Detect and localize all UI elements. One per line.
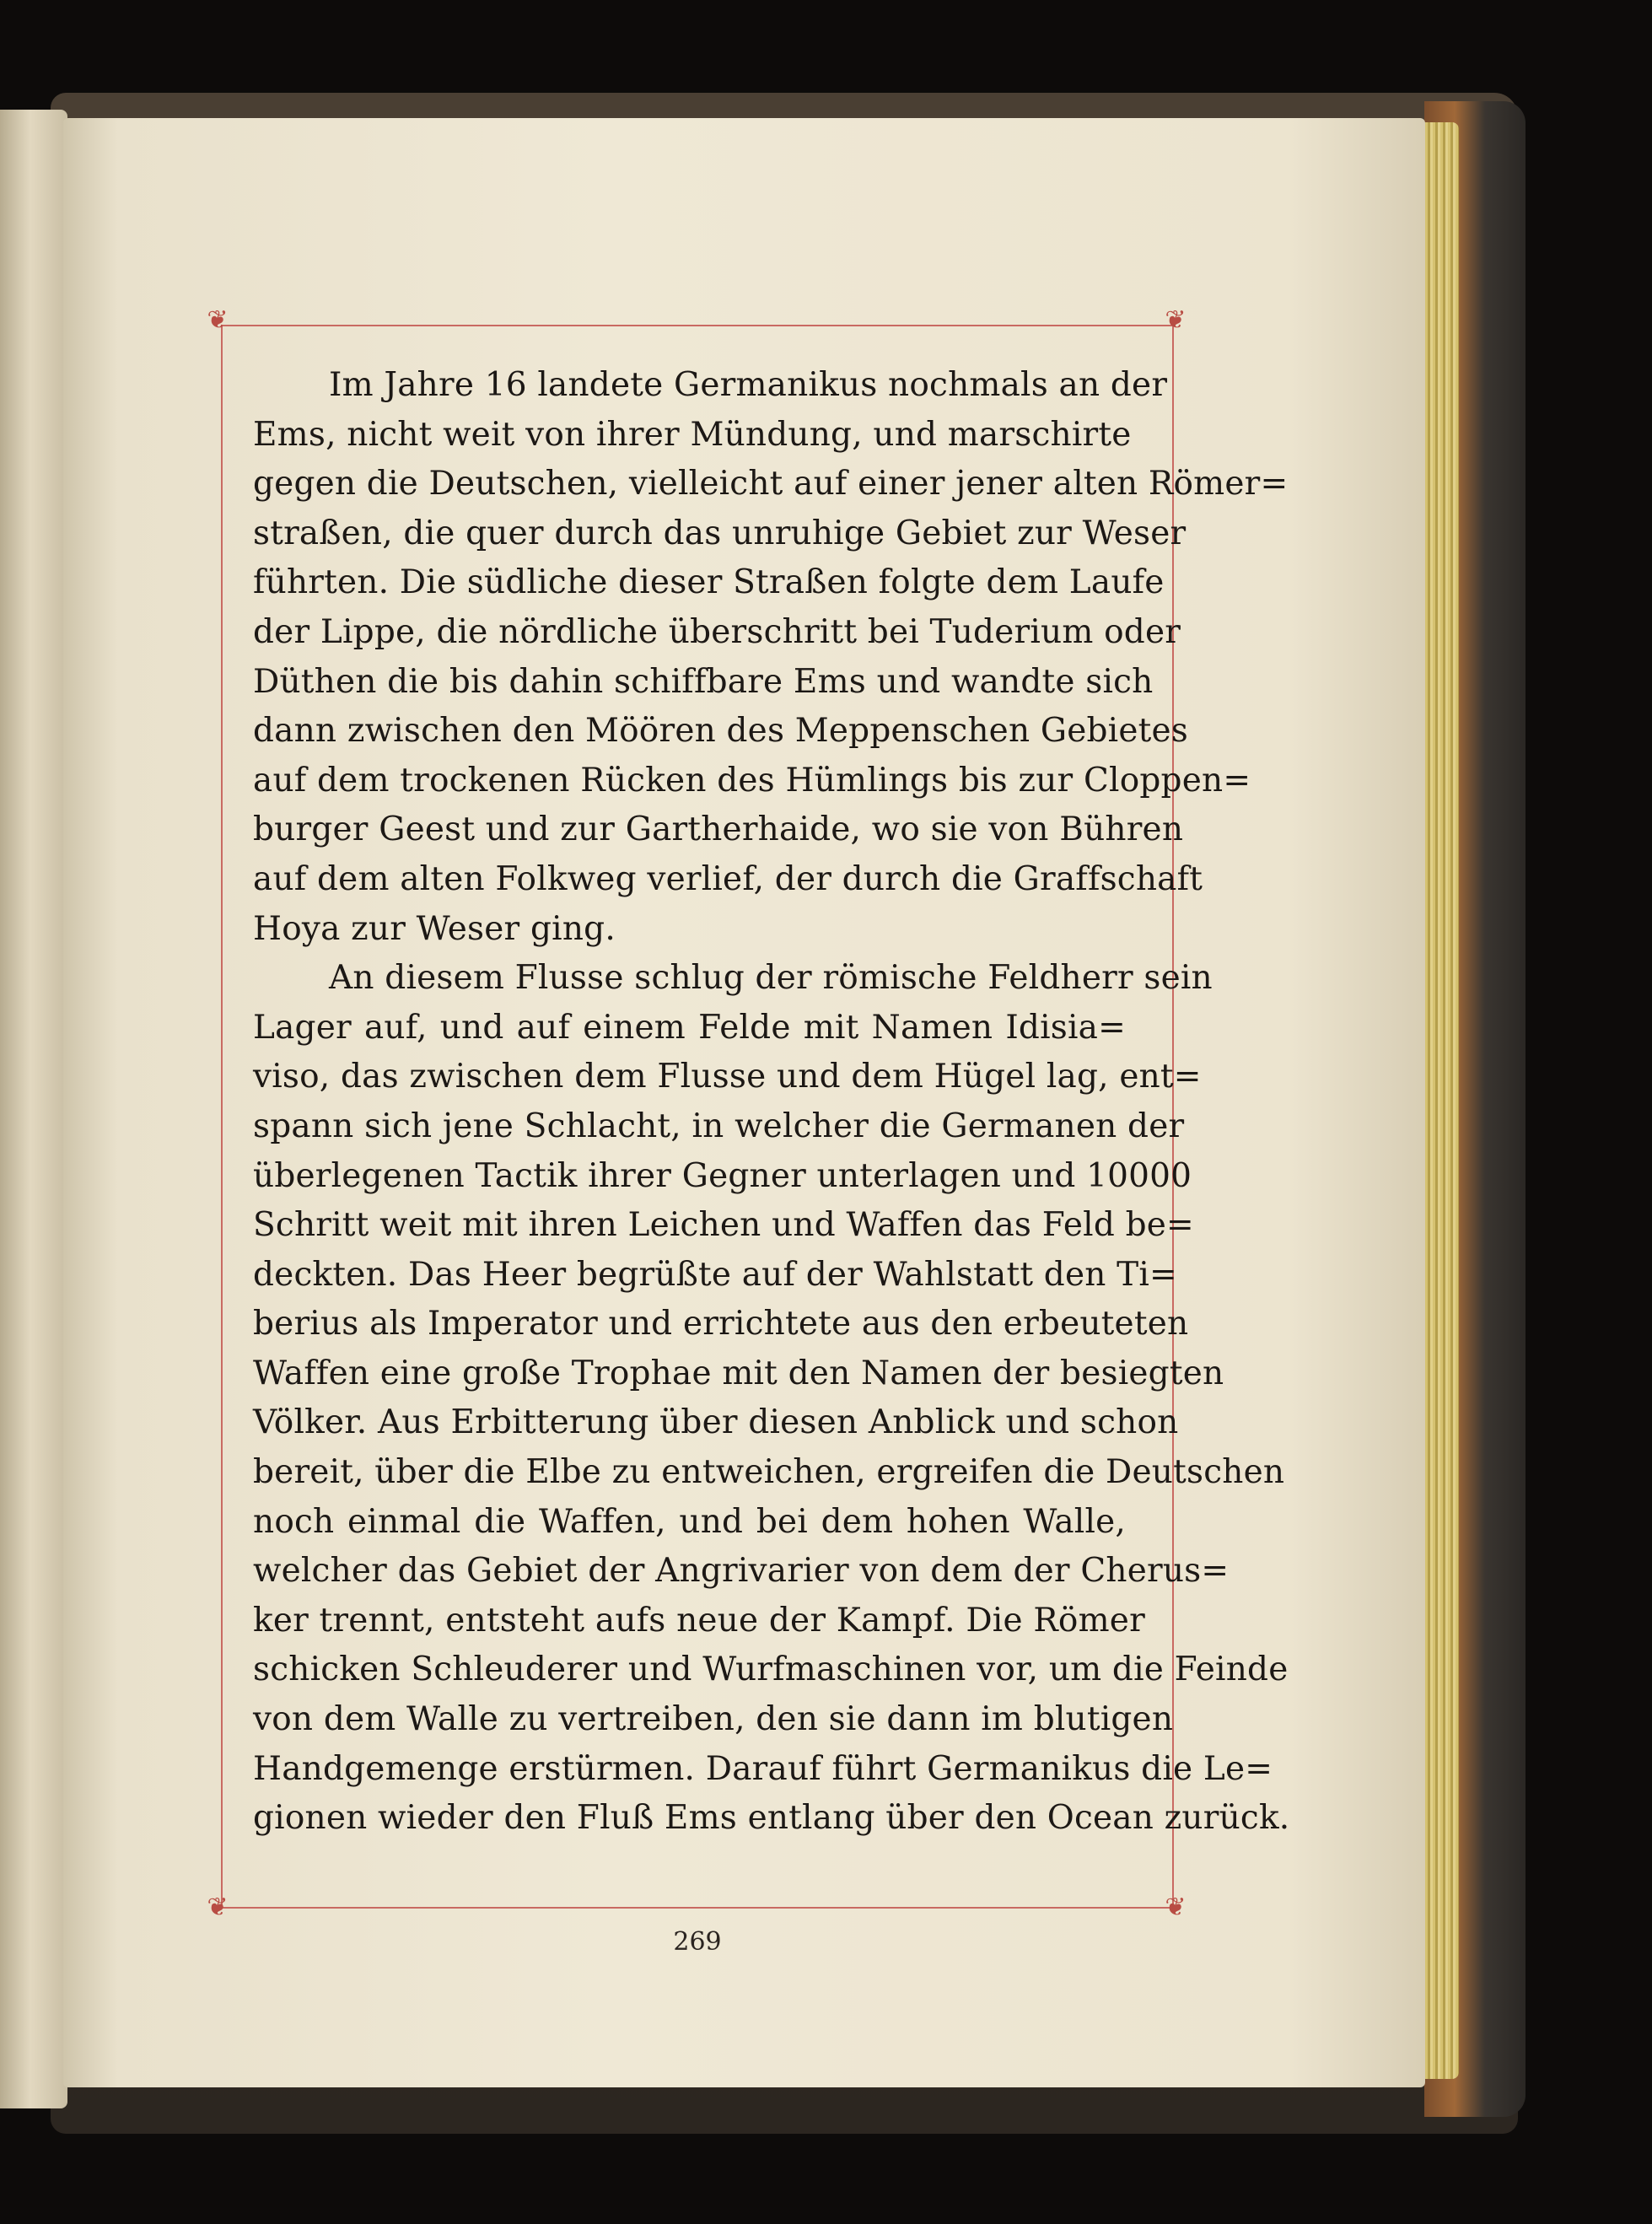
- text-line: dann zwischen den Möören des Meppenschen Gebietes: [253, 712, 1188, 751]
- text-line: Lager auf, und auf einem Felde mit Namen Idisia=: [253, 1008, 1126, 1047]
- corner-ornament-icon: ❦: [207, 305, 229, 335]
- text-line: überlegenen Tactik ihrer Gegner unterlagen und 10000: [253, 1156, 1192, 1195]
- text-line: Handgemenge erstürmen. Darauf führt Germanikus die Le=: [253, 1749, 1273, 1788]
- text-line: schicken Schleuderer und Wurfmaschinen vor, um die Feinde: [253, 1650, 1289, 1689]
- page-edges: [1425, 122, 1459, 2079]
- text-line: welcher das Gebiet der Angrivarier von dem der Cherus=: [253, 1552, 1230, 1591]
- text-line: führten. Die südliche dieser Straßen folgte dem Laufe: [253, 563, 1165, 602]
- text-line: Waffen eine große Trophae mit den Namen der besiegten: [253, 1354, 1224, 1392]
- text-line: noch einmal die Waffen, und bei dem hohen Walle,: [253, 1502, 1126, 1541]
- text-line: straßen, die quer durch das unruhige Gebiet zur Weser: [253, 514, 1187, 552]
- text-line: Im Jahre 16 landete Germanikus nochmals an der: [329, 366, 1168, 404]
- text-line: Völker. Aus Erbitterung über diesen Anblick und schon: [253, 1403, 1179, 1442]
- text-line: An diesem Flusse schlug der römische Feldherr sein: [329, 959, 1213, 998]
- text-line: burger Geest und zur Gartherhaide, wo sie von Bühren: [253, 810, 1184, 849]
- text-line: auf dem trockenen Rücken des Hümlings bis zur Cloppen=: [253, 761, 1251, 800]
- text-line: von dem Walle zu vertreiben, den sie dann im blutigen: [253, 1700, 1174, 1739]
- text-line: spann sich jene Schlacht, in welcher die Germanen der: [253, 1107, 1185, 1145]
- text-line: der Lippe, die nördliche überschritt bei Tuderium oder: [253, 612, 1181, 651]
- corner-ornament-icon: ❦: [207, 1893, 229, 1922]
- body-text: [253, 361, 1290, 1862]
- left-page-edge: [0, 110, 67, 2108]
- text-line: auf dem alten Folkweg verlief, der durch die Graffschaft: [253, 859, 1203, 898]
- corner-ornament-icon: ❦: [1165, 305, 1187, 335]
- text-line: gegen die Deutschen, vielleicht auf einer jener alten Römer=: [253, 465, 1289, 503]
- text-line: Schritt weit mit ihren Leichen und Waffen das Feld be=: [253, 1206, 1194, 1245]
- text-line: Düthen die bis dahin schiffbare Ems und wandte sich: [253, 662, 1154, 701]
- text-line: ker trennt, entsteht aufs neue der Kampf. Die Römer: [253, 1601, 1145, 1640]
- text-line: bereit, über die Elbe zu entweichen, ergreifen die Deutschen: [253, 1453, 1285, 1492]
- text-line: viso, das zwischen dem Flusse und dem Hügel lag, ent=: [253, 1058, 1202, 1096]
- page-number: 269: [673, 1927, 722, 1957]
- text-line: gionen wieder den Fluß Ems entlang über den Ocean zurück.: [253, 1799, 1290, 1838]
- text-line: berius als Imperator und errichtete aus den erbeuteten: [253, 1305, 1189, 1344]
- text-line: Hoya zur Weser ging.: [253, 909, 616, 948]
- corner-ornament-icon: ❦: [1165, 1893, 1187, 1922]
- text-line: Ems, nicht weit von ihrer Mündung, und marschirte: [253, 415, 1132, 454]
- text-line: deckten. Das Heer begrüßte auf der Wahlstatt den Ti=: [253, 1255, 1177, 1294]
